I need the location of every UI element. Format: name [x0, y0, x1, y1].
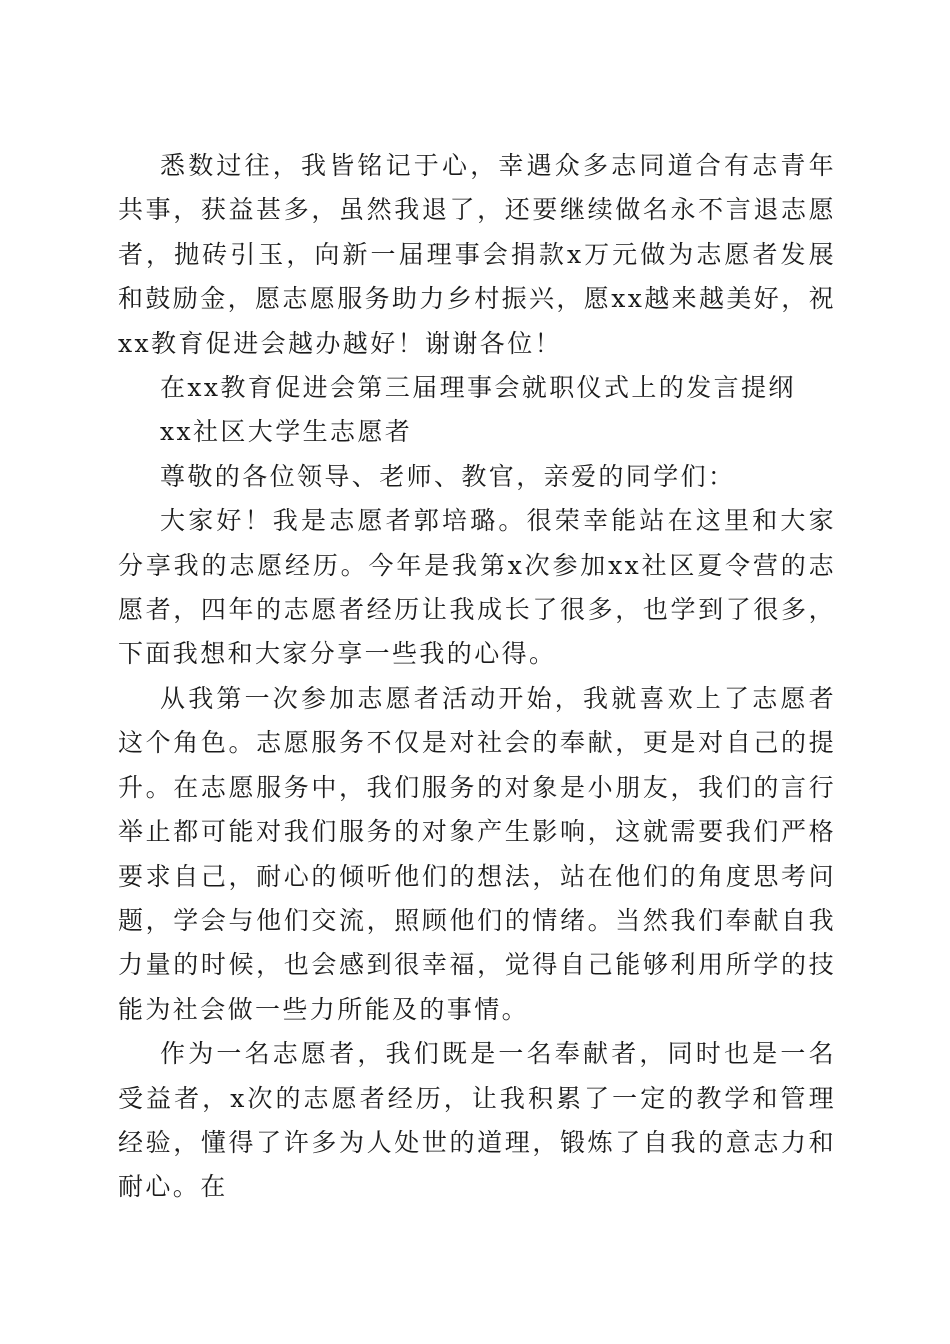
salutation: 尊敬的各位领导、老师、教官，亲爱的同学们： [160, 461, 736, 491]
paragraph-volunteer-role: 从我第一次参加志愿者活动开始，我就喜欢上了志愿者这个角色。志愿服务不仅是对社会的奉献，更是对自己的提升。在志愿服务中，我们服务的对象是小朋友，我们的言行举止都可能对我们服务的对象产生影响，这就需要我们严格要求自己，耐心的倾听他们的想法，站在他们的角度思考问题，学会与他们交流，照顾他们的情绪。当然我们奉献自我力量的时候，也会感到很幸福，觉得自己能够利用所学的技能为社会做一些力所能及的事情。 [118, 683, 836, 1024]
document-body [118, 144, 836, 1210]
paragraph-introduction: 大家好！我是志愿者郭培璐。很荣幸能站在这里和大家分享我的志愿经历。今年是我第x次参加xx社区夏令营的志愿者，四年的志愿者经历让我成长了很多，也学到了很多，下面我想和大家分享一些我的心得。 [118, 506, 836, 669]
paragraph-closing-remarks: 悉数过往，我皆铭记于心，幸遇众多志同道合有志青年共事，获益甚多，虽然我退了，还要继续做名永不言退志愿者，抛砖引玉，向新一届理事会捐款x万元做为志愿者发展和鼓励金，愿志愿服务助力乡村振兴，愿xx越来越美好，祝xx教育促进会越办越好！谢谢各位！ [118, 151, 837, 358]
paragraph-benefits: 作为一名志愿者，我们既是一名奉献者，同时也是一名受益者，x次的志愿者经历，让我积累了一定的教学和管理经验，懂得了许多为人处世的道理，锻炼了自我的意志力和耐心。在 [118, 1039, 836, 1202]
speech-title: 在xx教育促进会第三届理事会就职仪式上的发言提纲 [160, 373, 796, 403]
speaker-affiliation: xx社区大学生志愿者 [160, 417, 413, 447]
